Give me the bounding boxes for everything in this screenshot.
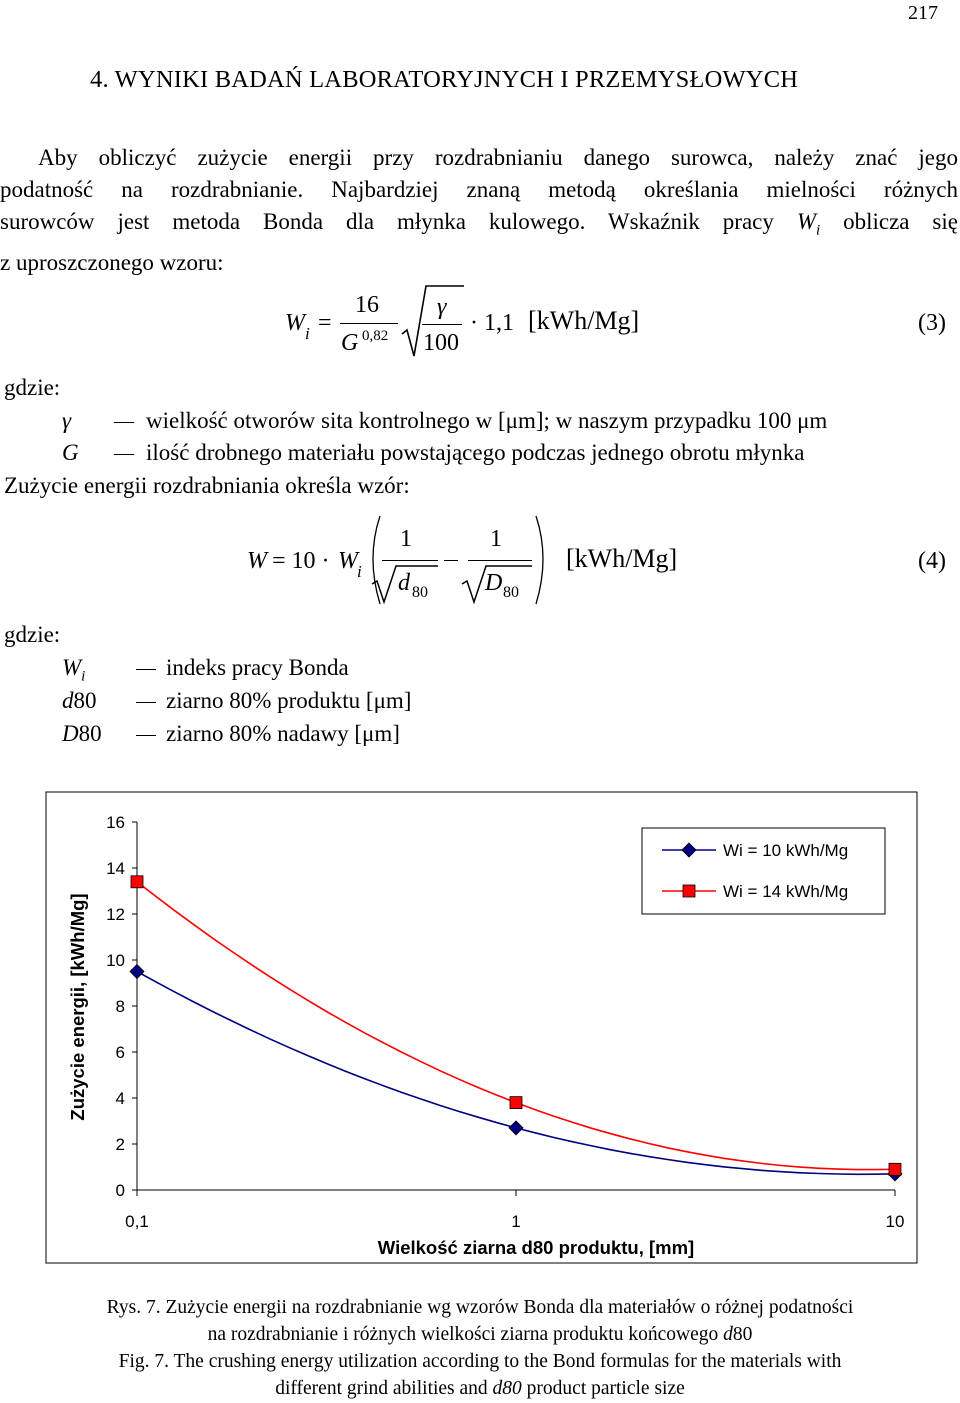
caption-pl-line-2: [0, 1321, 960, 1348]
definition-symbol: W: [62, 655, 82, 680]
eq4-fraction-bar-b: [468, 560, 532, 561]
intro-line-4: z uproszczonego wzoru:: [0, 249, 224, 275]
definition-symbol-sub: i: [81, 668, 86, 685]
series-layer: [130, 876, 902, 1181]
eq4-fraction-bar-a: [382, 560, 438, 561]
equation-4: [0, 510, 960, 610]
definition-text: ziarno 80% nadawy [μm]: [166, 721, 400, 746]
definition-dash: [114, 454, 134, 455]
y-ticks: [106, 813, 137, 1200]
definition-wi: [62, 655, 349, 686]
x-tick-label: 1: [511, 1212, 521, 1231]
definition-D80: [62, 721, 400, 747]
caption-pl-line-1: Rys. 7. Zużycie energii na rozdrabnianie wg wzorów Bonda dla materiałów o różnej podatności: [106, 1297, 854, 1318]
intro-line-3: [0, 206, 958, 247]
where-label-1: gdzie:: [4, 375, 61, 400]
eq3-numerator: 16: [355, 292, 379, 318]
definition-dash: [136, 735, 156, 736]
caption-en-line-2-end: product particle size: [526, 1378, 685, 1399]
eq4-number: (4): [918, 548, 946, 574]
definition-d80: [62, 688, 411, 714]
intro-line-3-text: surowców jest metoda Bonda dla młynka kulowego. Wskaźnik pracy: [0, 209, 774, 234]
series-1-point: [130, 965, 144, 979]
eq3-lhs: W: [285, 310, 305, 336]
caption-en-line-1: Fig. 7. The crushing energy utilization according to the Bond formulas for the materials with: [118, 1351, 842, 1372]
x-axis-label: Wielkość ziarna d80 produktu, [mm]: [377, 1237, 695, 1258]
section-heading: 4. WYNIKI BADAŃ LABORATORYJNYCH I PRZEMYSŁOWYCH: [90, 66, 799, 93]
equation-3: [0, 280, 960, 370]
where-label-2: gdzie:: [4, 622, 61, 647]
caption-pl-var: d: [723, 1324, 733, 1345]
y-tick-label: 2: [115, 1135, 125, 1154]
eq3-denominator: G: [341, 330, 359, 356]
y-tick-label: 0: [115, 1181, 125, 1200]
caption-pl-num: 80: [732, 1324, 753, 1345]
y-tick-label: 16: [106, 813, 125, 832]
series-2-point: [889, 1163, 901, 1175]
caption-pl-line-2-text: na rozdrabnianie i różnych wielkości ziarna produktu końcowego: [207, 1324, 719, 1345]
eq3-factor: · 1,1: [470, 310, 514, 336]
chart-legend: [642, 828, 885, 914]
eq4-D: D: [485, 570, 503, 596]
caption-en-var: d80: [492, 1378, 522, 1399]
definition-symbol: D: [62, 721, 79, 746]
intro-line-1: Aby obliczyć zużycie energii przy rozdrabnianiu danego surowca, należy znać jego: [38, 145, 958, 170]
eq3-exponent: 0,82: [362, 328, 389, 344]
y-axis-label: Zużycie energii, [kWh/Mg]: [67, 893, 88, 1121]
definition-text: indeks pracy Bonda: [166, 655, 349, 680]
y-tick-label: 6: [115, 1043, 125, 1062]
eq4-one-b: 1: [490, 526, 502, 552]
caption-en-line-2: [0, 1375, 960, 1402]
figure-caption: [0, 1294, 960, 1402]
eq4-wi: W: [338, 548, 358, 574]
definition-dash: [136, 702, 156, 703]
eq3-gamma: γ: [437, 294, 447, 320]
eq4-D-sub: 80: [503, 584, 519, 601]
definition-text: ilość drobnego materiału powstającego podczas jednego obrotu młynka: [146, 440, 805, 465]
definition-text: wielkość otworów sita kontrolnego w [μm]; w naszym przypadku 100 μm: [146, 408, 828, 433]
eq3-lhs-sub: i: [305, 324, 310, 343]
eq3-sqrt-fraction-bar: [422, 324, 462, 325]
eq3-fraction-bar: [340, 323, 398, 324]
page-number: 217: [908, 2, 938, 24]
work-index-symbol: W: [796, 209, 816, 234]
eq4-wi-sub: i: [357, 562, 362, 581]
legend-label-2: Wi = 14 kWh/Mg: [723, 882, 849, 901]
legend-marker-2: [683, 885, 695, 897]
series-2-point: [131, 876, 143, 888]
eq4-unit: [kWh/Mg]: [566, 544, 678, 573]
definition-symbol: d: [62, 688, 74, 713]
definition-symbol-rest: 80: [73, 688, 97, 713]
energy-chart: [0, 780, 960, 1280]
y-tick-label: 10: [106, 951, 125, 970]
y-tick-label: 4: [115, 1089, 125, 1108]
energy-formula-intro: Zużycie energii rozdrabniania określa wzór:: [4, 473, 410, 498]
eq4-equals: = 10 ·: [272, 548, 330, 574]
intro-line-2: podatność na rozdrabnianie. Najbardziej znaną metodą określania mielności różnych: [0, 177, 958, 202]
eq4-one-a: 1: [400, 526, 412, 552]
eq3-equals: =: [318, 310, 332, 336]
intro-paragraph: [0, 142, 958, 279]
x-ticks: [125, 1190, 904, 1231]
definition-dash: [136, 669, 156, 670]
series-2-point: [510, 1097, 522, 1109]
work-index-subscript: i: [815, 222, 821, 239]
definition-symbol: γ: [62, 408, 72, 433]
legend-label-1: Wi = 10 kWh/Mg: [723, 841, 849, 860]
definition-symbol-rest: 80: [78, 721, 102, 746]
y-tick-label: 14: [106, 859, 125, 878]
definition-symbol: G: [62, 440, 79, 465]
intro-line-3-end: oblicza się: [843, 209, 958, 234]
eq4-d: d: [398, 570, 410, 596]
definition-dash: [114, 422, 134, 423]
eq4-d-sub: 80: [412, 584, 428, 601]
y-tick-label: 8: [115, 997, 125, 1016]
definition-gamma: [62, 408, 827, 434]
caption-en-line-2-text: different grind abilities and: [275, 1378, 488, 1399]
definition-text: ziarno 80% produktu [μm]: [166, 688, 412, 713]
series-1-point: [509, 1121, 523, 1135]
eq3-hundred: 100: [423, 330, 459, 356]
definition-g: [62, 440, 805, 466]
y-tick-label: 12: [106, 905, 125, 924]
x-tick-label: 10: [885, 1212, 905, 1231]
eq4-lhs: W: [247, 548, 267, 574]
eq3-unit: [kWh/Mg]: [528, 306, 640, 335]
series-line-1: [137, 972, 895, 1175]
eq3-number: (3): [918, 310, 946, 336]
x-tick-label: 0,1: [125, 1212, 149, 1231]
eq4-minus: [444, 560, 458, 561]
